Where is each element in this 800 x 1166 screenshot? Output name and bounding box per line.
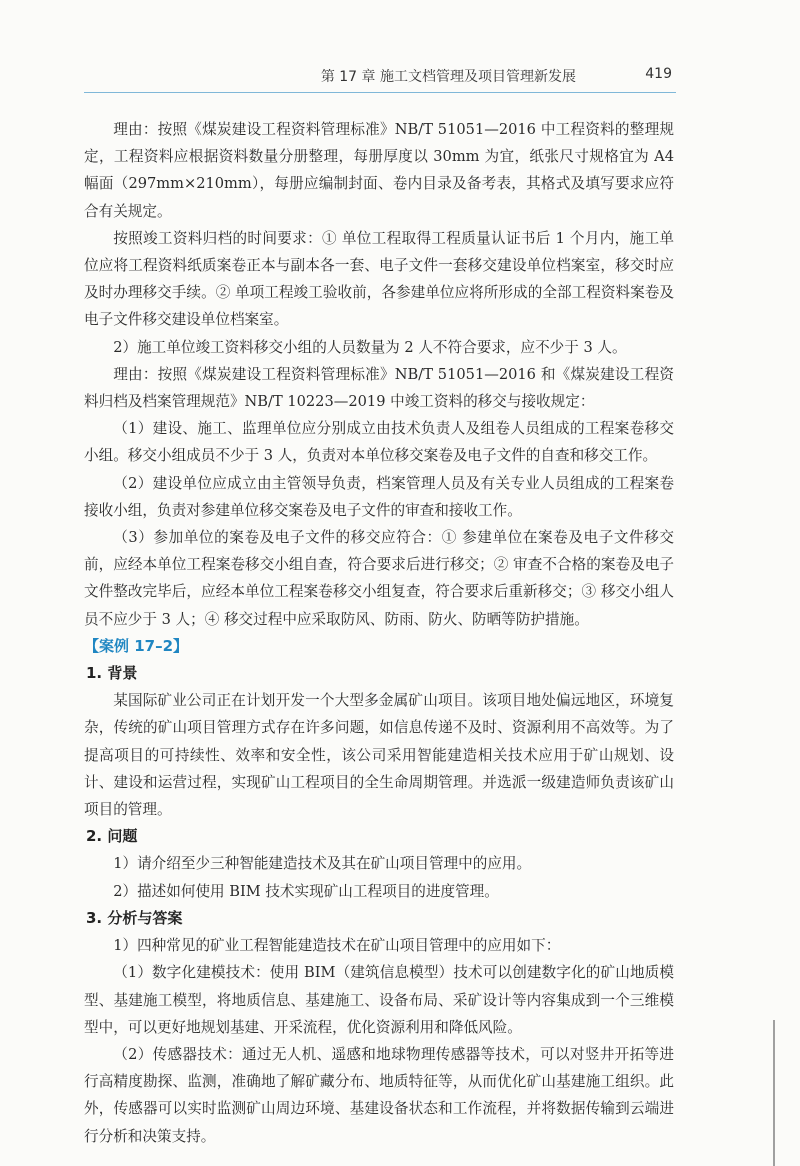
- paragraph: （1）建设、施工、监理单位应分别成立由技术负责人及组卷人员组成的工程案卷移交小组。移交小组成员不少于 3 人，负责对本单位移交案卷及电子文件的自查和移交工作。: [84, 420, 674, 465]
- paragraph: 1）四种常见的矿业工程智能建造技术在矿山项目管理中的应用如下：: [113, 937, 561, 955]
- page-number: 419: [645, 66, 672, 82]
- paragraph: （3）参加单位的案卷及电子文件的移交应符合：① 参建单位在案卷及电子文件移交前，应经本单位工程案卷移交小组自查，符合要求后进行移交；② 审查不合格的案卷及电子文件整改完毕后，应经本单位工程案卷移交小组复查，符合要求后重新移交；③ 移交小组人员不应少于 3 人；④ 移交过程中应采取防风、防雨、防火、防晒等防护措施。: [84, 529, 674, 628]
- binding-edge-line: [773, 1020, 775, 1166]
- paragraph: 理由：按照《煤炭建设工程资料管理标准》NB/T 51051—2016 中工程资料的整理规定，工程资料应根据资料数量分册整理，每册厚度以 30mm 为宜，纸张尺寸规格宜为 A4 幅面（297mm×210mm），每册应编制封面、卷内目录及备考表，其格式及填写要求应符合有关规定。: [84, 121, 674, 220]
- paragraph: 2）描述如何使用 BIM 技术实现矿山工程项目的进度管理。: [113, 882, 499, 900]
- page-body: [84, 116, 674, 1150]
- case-title: 【案例 17–2】: [84, 636, 189, 655]
- chapter-title: 第 17 章 施工文档管理及项目管理新发展: [320, 69, 576, 85]
- paragraph: 2）施工单位竣工资料移交小组的人员数量为 2 人不符合要求，应不少于 3 人。: [113, 338, 627, 356]
- section-title-background: 1. 背景: [86, 664, 138, 683]
- section-title-answers: 3. 分析与答案: [86, 908, 183, 927]
- paragraph: 理由：按照《煤炭建设工程资料管理标准》NB/T 51051—2016 和《煤炭建设工程资料归档及档案管理规范》NB/T 10223—2019 中竣工资料的移交与接收规定：: [84, 365, 674, 411]
- paragraph: （1）数字化建模技术：使用 BIM（建筑信息模型）技术可以创建数字化的矿山地质模型、基建施工模型，将地质信息、基建施工、设备布局、采矿设计等内容集成到一个三维模型中，可以更好地规划基建、开采流程，优化资源利用和降低风险。: [84, 964, 674, 1036]
- paragraph: （2）传感器技术：通过无人机、遥感和地球物理传感器等技术，可以对竖井开拓等进行高精度勘探、监测，准确地了解矿藏分布、地质特征等，从而优化矿山基建施工组织。此外，传感器可以实时监测矿山周边环境、基建设备状态和工作流程，并将数据传输到云端进行分析和决策支持。: [84, 1045, 674, 1145]
- section-title-questions: 2. 问题: [86, 827, 138, 846]
- page-header: [84, 58, 676, 93]
- paragraph: 某国际矿业公司正在计划开发一个大型多金属矿山项目。该项目地处偏远地区，环境复杂，传统的矿山项目管理方式存在许多问题，如信息传递不及时、资源利用不高效等。为了提高项目的可持续性、效率和安全性，该公司采用智能建造相关技术应用于矿山规划、设计、建设和运营过程，实现矿山工程项目的全生命周期管理。并选派一级建造师负责该矿山项目的管理。: [84, 692, 674, 819]
- paragraph: （2）建设单位应成立由主管领导负责，档案管理人员及有关专业人员组成的工程案卷接收小组，负责对参建单位移交案卷及电子文件的审查和接收工作。: [84, 474, 674, 519]
- paragraph: 按照竣工资料归档的时间要求：① 单位工程取得工程质量认证书后 1 个月内，施工单位应将工程资料纸质案卷正本与副本各一套、电子文件一套移交建设单位档案室，移交时应及时办理移交手续。② 单项工程竣工验收前，各参建单位应将所形成的全部工程资料案卷及电子文件移交建设单位档案室。: [84, 229, 674, 329]
- paragraph: 1）请介绍至少三种智能建造技术及其在矿山项目管理中的应用。: [113, 855, 532, 873]
